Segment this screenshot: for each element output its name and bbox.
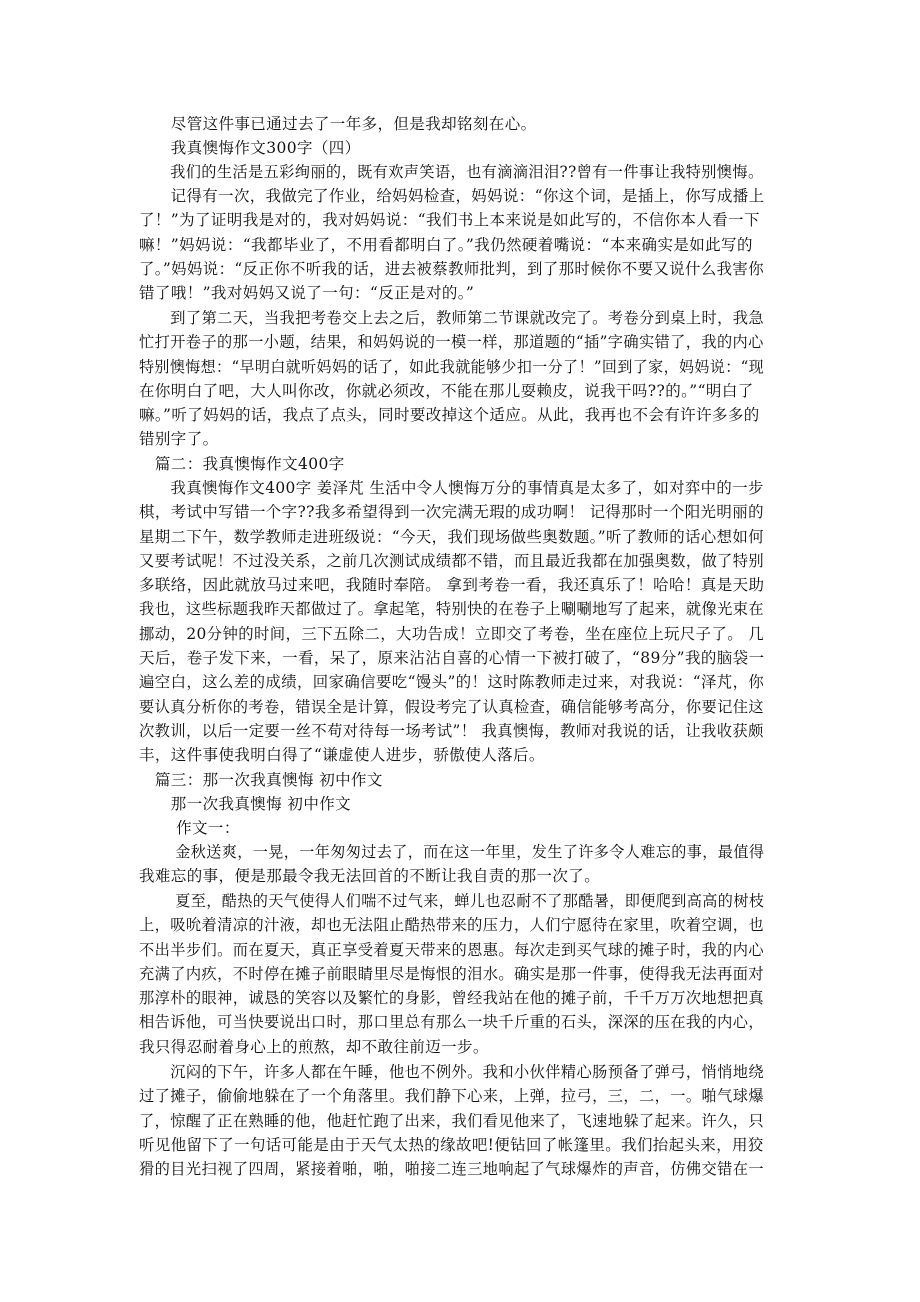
text-line: 篇二：我真懊悔作文400字: [139, 455, 345, 473]
text-line: 错别字了。: [139, 430, 219, 449]
text-line: 又要考试呢！不过没关系，之前几次测试成绩都不错，而且最近我都在加强奥数，做了特别: [139, 551, 765, 570]
text-line: 我只得忍耐着身心上的煎熬，却不敢往前迈一步。: [139, 1037, 489, 1056]
text-line: 了，惊醒了正在熟睡的他，他赶忙跑了出来，我们看见他来了，飞速地躲了起来。许久，只: [139, 1111, 765, 1130]
text-line: 要认真分析你的考卷，错误全是计算，假设考完了认真检查，确信能够考高分，你要记住这: [139, 697, 765, 716]
text-line: 我真懊悔作文400字 姜泽芃 生活中令人懊悔万分的事情真是太多了，如对弈中的一步: [139, 479, 764, 497]
text-line: 我难忘的事，便是那最令我无法回首的不断让我自责的那一次了。: [139, 867, 601, 886]
text-line: 我也，这些标题我昨天都做过了。拿起笔，特别快的在卷子上唰唰地写了起来，就像光束在: [139, 600, 765, 619]
text-line: 了。”妈妈说：“反正你不听我的话，进去被蔡教师批判，到了那时候你不要又说什么我害你: [139, 259, 765, 278]
text-line: 不出半步们。而在夏天，真正享受着夏天带来的恩惠。每次走到买气球的摊子时，我的内心: [139, 940, 765, 959]
text-line: 上，吸吮着清凉的汁液，却也无法阻止酷热带来的压力，人们宁愿待在家里，吹着空调，也: [139, 916, 765, 935]
text-line: 我们的生活是五彩绚丽的，既有欢声笑语，也有滴滴泪泪??曾有一件事让我特别懊悔。: [139, 163, 764, 181]
paragraph: [139, 112, 764, 136]
paragraph: [139, 840, 764, 889]
text-line: 嘛！”妈妈说：“我都毕业了，不用看都明白了。”我仍然硬着嘴说：“本来确实是如此写的: [139, 235, 753, 254]
text-line: 了！”为了证明我是对的，我对妈妈说：“我们书上本来说是如此写的，不信你本人看一下: [139, 211, 760, 230]
text-line: 在你明白了吧，大人叫你改，你就必须改，不能在那儿耍赖皮，说我干吗??的。”“明白了: [139, 381, 754, 400]
text-line: 过了摊子，偷偷地躲在了一个角落里。我们静下心来，上弹，拉弓，三，二，一。啪气球爆: [139, 1087, 765, 1106]
article-title: [139, 792, 764, 816]
paragraph: [139, 184, 764, 305]
text-line: 相告诉他，可当快要说出口时，那口里总有那么一块千斤重的石头，深深的压在我的内心，: [139, 1013, 765, 1032]
text-line: 星期二下午，数学教师走进班级说：“今天，我们现场做些奥数题。”听了教师的话心想如何: [139, 527, 765, 546]
text-line: 遍空白，这么差的成绩，回家确信要吃“馒头”的！这时陈教师走过来，对我说：“泽芃，你: [139, 673, 765, 692]
text-line: 那淳朴的眼神，诚恳的笑容以及繁忙的身影，曾经我站在他的摊子前，千千万万次地想把真: [139, 989, 765, 1008]
text-line: 猾的目光扫视了四周，紧接着啪，啪，啪接二连三地响起了气球爆炸的声音，仿佛交错在一: [139, 1160, 765, 1179]
text-line: 夏至，酷热的天气使得人们喘不过气来，蝉儿也忍耐不了那酷暑，即便爬到高高的树枝: [139, 892, 765, 910]
subheading: [139, 816, 764, 840]
section-heading: [139, 768, 764, 792]
text-line: 听见他留下了一句话可能是由于天气太热的缘故吧!便钻回了帐篷里。我们抬起头来，用狡: [139, 1135, 764, 1154]
text-line: 作文一：: [139, 819, 240, 837]
text-line: 棋，考试中写错一个字??我多希望得到一次完满无瑕的成功啊！ 记得那时一个阳光明丽的: [139, 503, 764, 522]
text-line: 天后，卷子发下来，一看，呆了，原来沾沾自喜的心情一下被打破了，“89分”我的脑袋一: [139, 649, 765, 668]
text-line: 挪动，20分钟的时间，三下五除二，大功告成！立即交了考卷，坐在座位上玩尺子了。 几: [139, 624, 765, 643]
paragraph: [139, 160, 764, 184]
section-heading: [139, 452, 764, 476]
text-line: 到了第二天，当我把考卷交上去之后，教师第二节课就改完了。考卷分到桌上时，我急: [139, 309, 765, 327]
section-heading: [139, 136, 764, 160]
text-line: 记得有一次，我做完了作业，给妈妈检查，妈妈说：“你这个词，是插上，你写成播上: [139, 187, 765, 205]
text-line: 我真懊悔作文300字（四）: [139, 139, 361, 157]
text-line: 沉闷的下午，许多人都在午睡，他也不例外。我和小伙伴精心肠预备了弹弓，悄悄地绕: [139, 1063, 765, 1081]
text-line: 丰，这件事使我明白得了“谦虚使人进步，骄傲使人落后。: [139, 746, 545, 765]
text-line: 篇三：那一次我真懊悔 初中作文: [139, 771, 383, 789]
text-line: 次教训，以后一定要一丝不苟对待每一场考试”！ 我真懊悔，教师对我说的话，让我收获颇: [139, 721, 764, 740]
text-line: 特别懊悔想：“早明白就听妈妈的话了，如此我就能够少扣一分了！”回到了家，妈妈说：“现: [139, 357, 765, 376]
paragraph: [139, 476, 764, 768]
paragraph: [139, 889, 764, 1059]
text-line: 忙打开卷子的那一小题，结果，和妈妈说的一模一样，那道题的“插”字确实错了，我的内心: [139, 333, 764, 352]
text-line: 多联络，因此就放马过来吧，我随时奉陪。 拿到考卷一看，我还真乐了！哈哈！真是天助: [139, 576, 765, 595]
text-line: 尽管这件事已通过去了一年多，但是我却铭刻在心。: [139, 115, 537, 133]
paragraph: [139, 306, 764, 452]
text-line: 嘛。”听了妈妈的话，我点了点头，同时要改掉这个适应。从此，我再也不会有许许多多的: [139, 406, 760, 425]
paragraph: [139, 1060, 764, 1181]
text-line: 金秋送爽，一晃，一年匆匆过去了，而在这一年里，发生了许多令人难忘的事，最值得: [139, 843, 765, 861]
text-line: 错了哦！”我对妈妈又说了一句：“反正是对的。”: [139, 284, 475, 303]
text-line: 那一次我真懊悔 初中作文: [139, 795, 352, 813]
text-line: 充满了内疚，不时停在摊子前眼睛里尽是悔恨的泪水。确实是那一件事，使得我无法再面对: [139, 964, 765, 983]
